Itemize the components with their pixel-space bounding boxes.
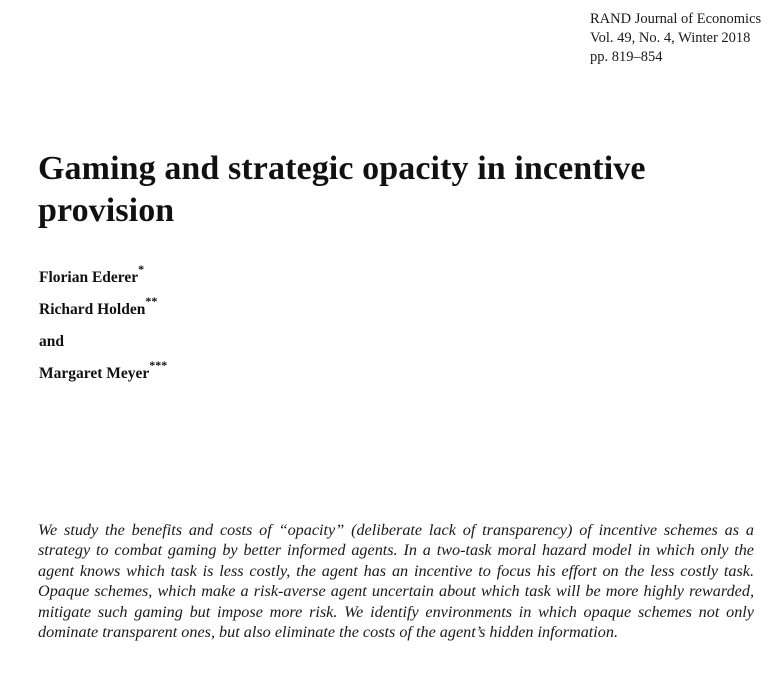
author-list: [39, 262, 167, 390]
conjunction-text: and: [39, 333, 64, 350]
author-name: Florian Ederer: [39, 269, 139, 286]
author-holden: [39, 294, 167, 326]
author-footnote-mark: **: [145, 293, 158, 308]
abstract: We study the benefits and costs of “opacity” (deliberate lack of transparency) of incentive schemes as a strategy to combat gaming by better informed agents. In a two-task moral hazard model in which only the agent knows which task is less costly, the agent has an incentive to focus his effort on the less costly task. Opaque schemes, which make a risk-averse agent uncertain about which task will be more highly rewarded, mitigate such gaming but impose more risk. We identify environments in which opaque schemes not only dominate transparent ones, but also eliminate the costs of the agent’s hidden information.: [38, 521, 754, 642]
author-footnote-mark: ***: [149, 357, 168, 372]
journal-name: RAND Journal of Economics: [590, 11, 762, 27]
journal-citation: [590, 10, 761, 67]
paper-title: Gaming and strategic opacity in incentive provision: [38, 150, 646, 229]
journal-pages: pp. 819–854: [590, 49, 663, 65]
journal-volume: Vol. 49, No. 4, Winter 2018: [590, 30, 751, 46]
author-conjunction: [39, 326, 167, 358]
author-name: Margaret Meyer: [39, 365, 150, 382]
author-name: Richard Holden: [39, 301, 146, 318]
author-footnote-mark: *: [138, 261, 145, 276]
author-meyer: [39, 358, 167, 390]
author-ederer: [39, 262, 167, 294]
